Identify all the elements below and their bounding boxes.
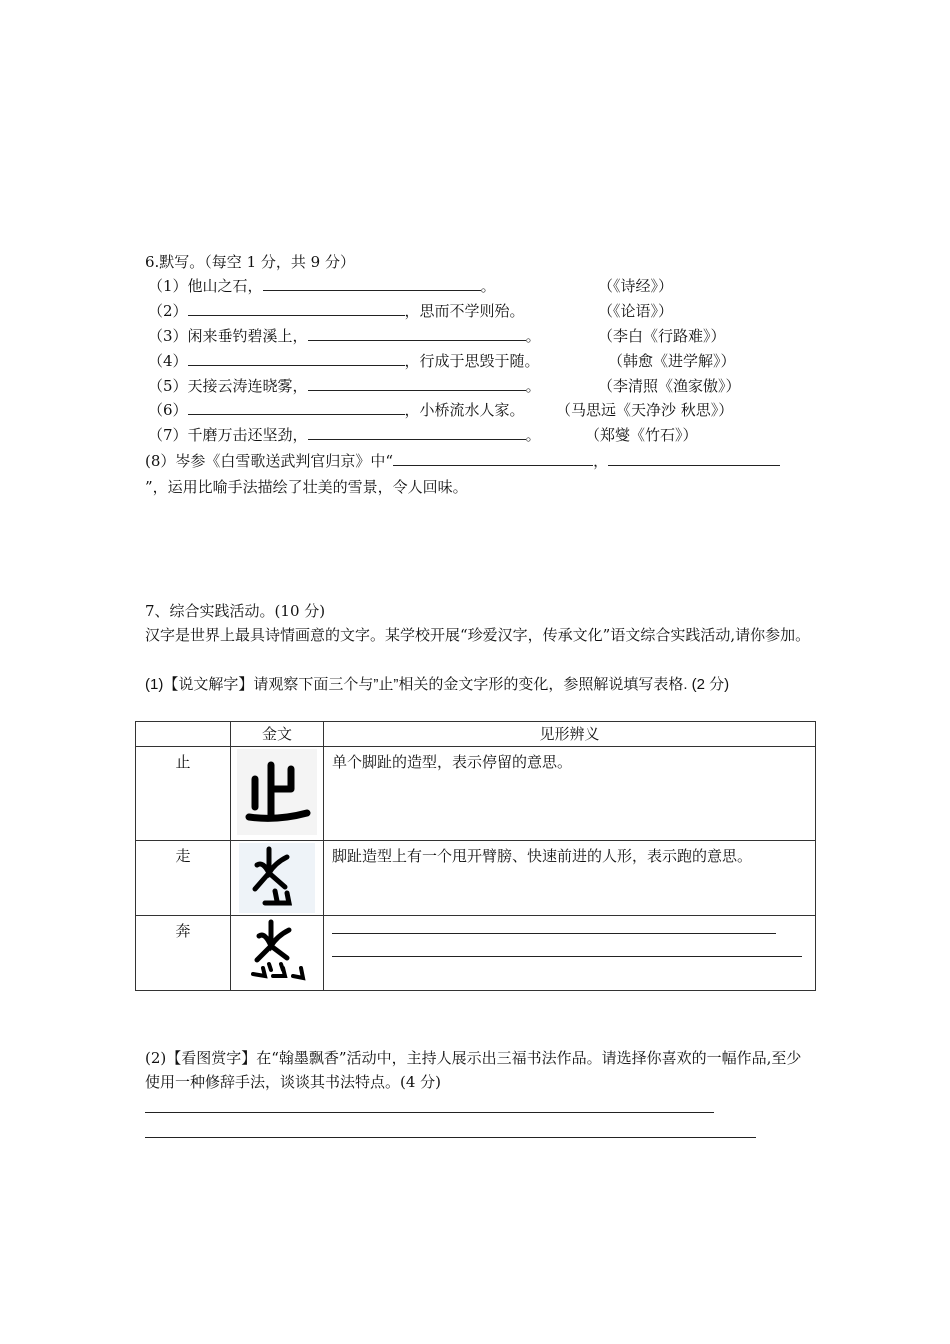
q6-item-8-cont: ”，运用比喻手法描绘了壮美的雪景，令人回味。	[145, 478, 468, 496]
answer-blank[interactable]	[188, 351, 405, 366]
answer-line[interactable]	[332, 956, 802, 957]
zhi-glyph-icon	[237, 749, 317, 835]
glyph-cell	[231, 916, 324, 991]
q6-item-8: (8）岑参《白雪歌送武判官归京》中“ ，	[145, 450, 780, 472]
char-cell: 奔	[136, 916, 231, 991]
answer-blank[interactable]	[308, 425, 526, 440]
table-row	[136, 747, 816, 841]
q7-intro: 汉字是世界上最具诗情画意的文字。某学校开展“珍爱汉字，传承文化”语文综合实践活动,请你参加。	[145, 626, 811, 644]
q6-item-1: （1）他山之石， 。	[148, 277, 496, 295]
meaning-cell: 单个脚趾的造型，表示停留的意思。	[324, 747, 816, 841]
answer-blank[interactable]	[393, 451, 593, 466]
q6-source-6: （马思远《天净沙 秋思》）	[556, 401, 734, 419]
char-cell: 止	[136, 747, 231, 841]
table-header-cell: 见形辨义	[324, 722, 816, 747]
table-row	[136, 916, 816, 991]
q7-part1: (1)【说文解字】请观察下面三个与”止”相关的金文字形的变化，参照解说填写表格. (2 分)	[145, 676, 730, 693]
answer-line[interactable]	[145, 1137, 756, 1138]
answer-blank[interactable]	[188, 400, 405, 415]
jinwen-table	[135, 721, 816, 991]
q6-item-3: （3）闲来垂钓碧溪上， 。	[148, 327, 541, 345]
q6-source-1: （《诗经》）	[598, 277, 674, 295]
glyph-cell	[231, 747, 324, 841]
table-header-cell: 金文	[231, 722, 324, 747]
answer-line[interactable]	[332, 933, 776, 934]
q6-source-5: （李清照《渔家傲》）	[598, 377, 741, 395]
q6-item-4: （4） ，行成于思毁于随。	[148, 352, 540, 370]
answer-blank[interactable]	[188, 301, 405, 316]
answer-blank[interactable]	[308, 326, 526, 341]
table-row	[136, 841, 816, 916]
table-header-row	[136, 722, 816, 747]
answer-blank[interactable]	[308, 376, 526, 391]
q6-source-7: （郑燮《竹石》）	[585, 426, 698, 444]
q7-title: 7、综合实践活动。(10 分)	[145, 602, 326, 620]
answer-line[interactable]	[145, 1112, 714, 1113]
zou-glyph-icon	[239, 843, 315, 913]
q6-item-6: （6） ，小桥流水人家。	[148, 401, 525, 419]
q6-source-4: （韩愈《进学解》）	[608, 352, 736, 370]
glyph-cell	[231, 841, 324, 916]
meaning-cell: 脚趾造型上有一个甩开臂膀、快速前进的人形，表示跑的意思。	[324, 841, 816, 916]
q6-item-7: （7）千磨万击还坚劲， 。	[148, 426, 541, 444]
answer-blank[interactable]	[263, 276, 481, 291]
q6-item-5: （5）天接云涛连晓雾， 。	[148, 377, 541, 395]
table-header-cell	[136, 722, 231, 747]
q7-part2: (2)【看图赏字】在“翰墨飘香”活动中，主持人展示出三福书法作品。请选择你喜欢的一幅作品,至少使用一种修辞手法，谈谈其书法特点。(4 分)	[145, 1049, 802, 1091]
meaning-cell	[324, 916, 816, 991]
answer-blank[interactable]	[608, 451, 780, 466]
q6-item-2: （2） ，思而不学则殆。	[148, 302, 525, 320]
ben-glyph-icon	[239, 918, 315, 988]
q6-title: 6.默写。（每空 1 分，共 9 分）	[145, 253, 355, 271]
q6-source-3: （李白《行路难》）	[598, 327, 726, 345]
char-cell: 走	[136, 841, 231, 916]
q6-source-2: （《论语》）	[598, 302, 674, 320]
